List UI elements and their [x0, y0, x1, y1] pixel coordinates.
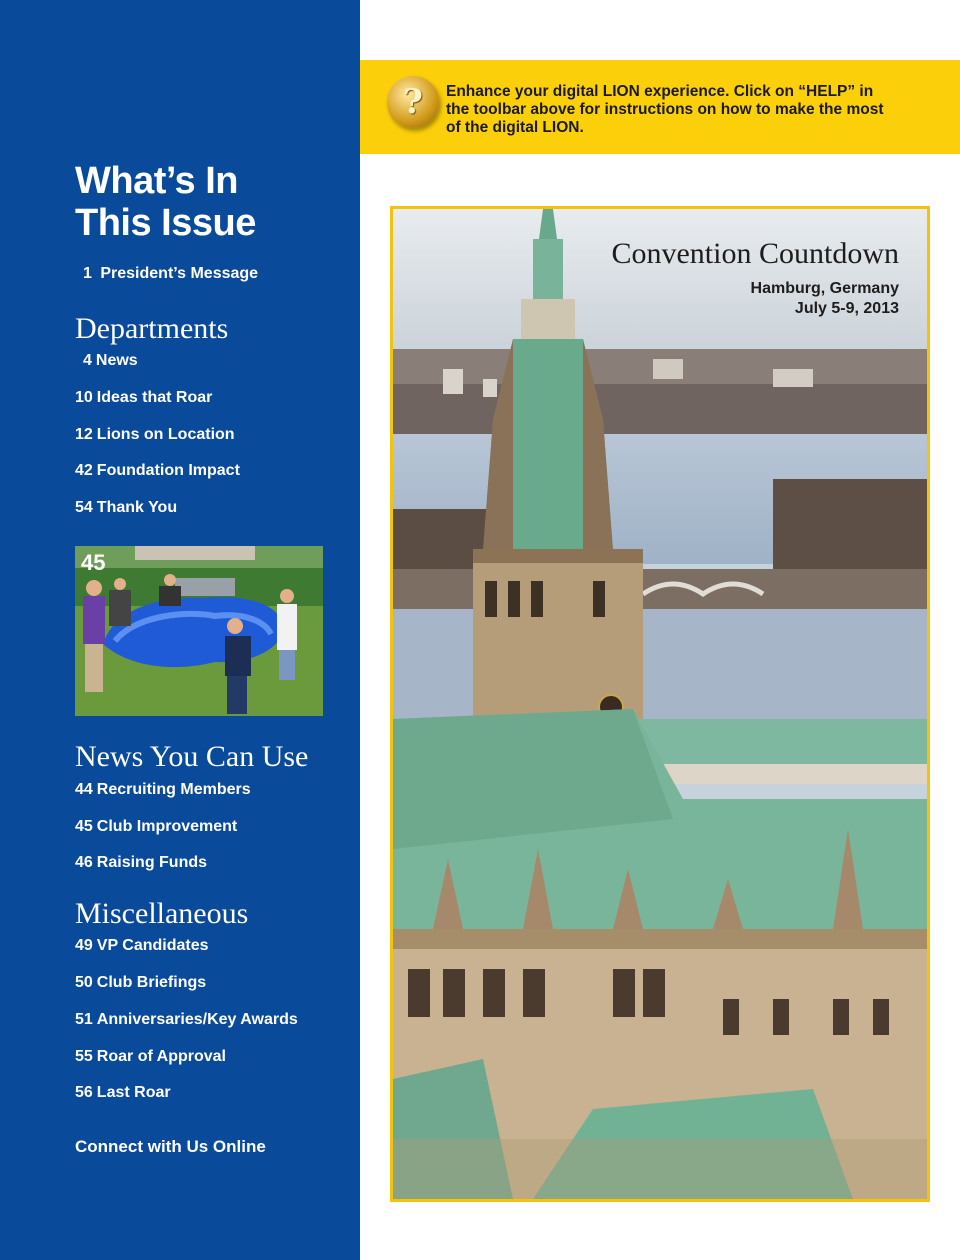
club-improvement-photo[interactable] — [75, 546, 323, 716]
help-banner — [360, 60, 960, 154]
cover-location: Hamburg, Germany — [750, 280, 899, 297]
toc-item-recruiting-members[interactable]: 44 Recruiting Members — [75, 781, 251, 798]
help-banner-text: Enhance your digital LION experience. Click on “HELP” in the toolbar above for instructions on how to make the most of the digital LION. — [446, 83, 884, 136]
toc-title — [75, 160, 256, 244]
toc-sidebar — [0, 0, 360, 1260]
toc-item-foundation-impact[interactable]: 42 Foundation Impact — [75, 462, 240, 479]
connect-online-link[interactable]: Connect with Us Online — [75, 1137, 266, 1156]
toc-item-club-improvement[interactable]: 45 Club Improvement — [75, 818, 238, 835]
hamburg-city-hall-image — [393, 209, 927, 1199]
toc-item-vp-candidates[interactable]: 49 VP Candidates — [75, 937, 209, 954]
toc-item-presidents-message[interactable]: 1 President’s Message — [83, 265, 259, 282]
miscellaneous-heading: Miscellaneous — [75, 897, 249, 930]
departments-heading: Departments — [75, 312, 229, 345]
cover-subtitle — [751, 279, 899, 319]
volunteers-photo-image — [75, 546, 323, 716]
toc-item-club-briefings[interactable]: 50 Club Briefings — [75, 974, 207, 991]
convention-cover[interactable] — [390, 206, 930, 1202]
toc-item-last-roar[interactable]: 56 Last Roar — [75, 1084, 171, 1101]
question-mark-icon[interactable]: ? — [387, 76, 439, 128]
toc-item-roar-of-approval[interactable]: 55 Roar of Approval — [75, 1048, 226, 1065]
cover-title: Convention Countdown — [611, 237, 899, 270]
news-you-can-use-heading: News You Can Use — [75, 740, 309, 773]
toc-item-raising-funds[interactable]: 46 Raising Funds — [75, 854, 208, 871]
toc-item-ideas-that-roar[interactable]: 10 Ideas that Roar — [75, 389, 213, 406]
toc-item-anniversaries-key-awards[interactable]: 51 Anniversaries/Key Awards — [75, 1011, 298, 1028]
toc-item-news[interactable]: 4 News — [83, 352, 138, 369]
toc-title-line1: What’s In — [75, 160, 238, 202]
toc-item-lions-on-location[interactable]: 12 Lions on Location — [75, 426, 235, 443]
toc-item-thank-you[interactable]: 54 Thank You — [75, 499, 178, 516]
toc-title-line2: This Issue — [75, 202, 256, 244]
photo-page-badge: 45 — [81, 550, 106, 575]
cover-dates: July 5-9, 2013 — [794, 300, 899, 317]
